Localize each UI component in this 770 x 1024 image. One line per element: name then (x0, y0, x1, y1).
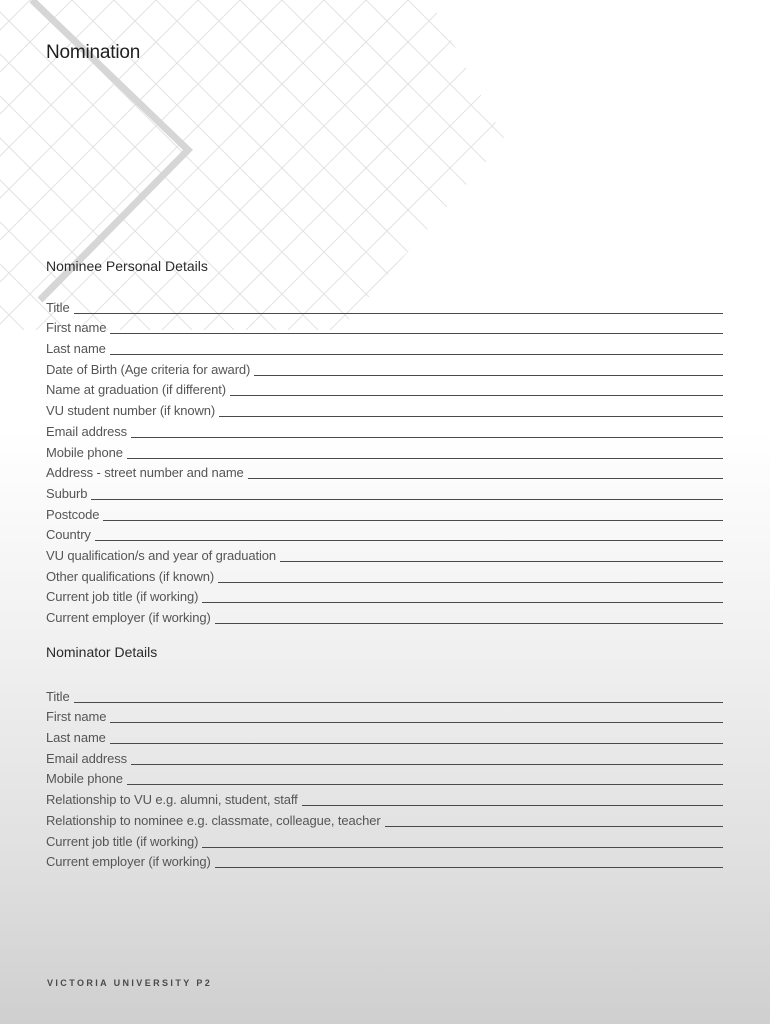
nominator-field-row (46, 786, 723, 807)
nominee-field-row (46, 460, 723, 481)
nominator-field-input-line[interactable] (302, 805, 723, 806)
nominee-field-label: Address - street number and name (46, 465, 244, 481)
nominee-field-label: Title (46, 299, 70, 315)
nominee-section-heading: Nominee Personal Details (46, 258, 208, 274)
nominee-field-row (46, 335, 723, 356)
nominator-field-row (46, 828, 723, 849)
nominator-field-row (46, 766, 723, 787)
nominee-field-label: Country (46, 527, 91, 543)
nominee-field-input-line[interactable] (202, 602, 723, 603)
nominee-field-input-line[interactable] (127, 458, 723, 459)
nominator-field-row (46, 704, 723, 725)
nominee-field-row (46, 397, 723, 418)
nominee-field-label: Date of Birth (Age criteria for award) (46, 361, 251, 377)
nominee-field-label: Other qualifications (if known) (46, 568, 215, 584)
nominee-field-row (46, 294, 723, 315)
nominator-field-label: Relationship to VU e.g. alumni, student, staff (46, 792, 298, 808)
nominee-field-row (46, 604, 723, 625)
nominator-field-list (46, 683, 723, 869)
nominator-field-label: Mobile phone (46, 771, 123, 787)
nominee-field-label: Last name (46, 341, 106, 357)
nominee-field-input-line[interactable] (131, 437, 723, 438)
nominee-field-row (46, 563, 723, 584)
nominee-field-row (46, 377, 723, 398)
nominator-field-row (46, 849, 723, 870)
nominee-field-label: VU qualification/s and year of graduation (46, 547, 277, 563)
nominator-field-label: Title (46, 688, 70, 704)
nominee-field-label: Email address (46, 423, 128, 439)
nominee-field-input-line[interactable] (91, 499, 723, 500)
nominator-field-input-line[interactable] (215, 867, 723, 868)
nominee-field-list (46, 294, 723, 625)
page-footer: VICTORIA UNIVERSITY P2 (47, 978, 213, 988)
nominee-field-label: VU student number (if known) (46, 403, 216, 419)
nominator-field-input-line[interactable] (74, 702, 723, 703)
nominator-field-row (46, 807, 723, 828)
nominee-field-input-line[interactable] (248, 478, 723, 479)
nominee-field-label: Current employer (if working) (46, 610, 211, 625)
nominee-field-input-line[interactable] (110, 354, 723, 355)
nominator-field-row (46, 745, 723, 766)
nominator-section-heading: Nominator Details (46, 644, 158, 660)
nominator-field-input-line[interactable] (385, 826, 723, 827)
nominator-field-label: Last name (46, 730, 106, 746)
nominee-field-label: First name (46, 320, 107, 336)
nominee-field-row (46, 480, 723, 501)
nominee-field-input-line[interactable] (74, 313, 723, 314)
nominee-field-input-line[interactable] (110, 333, 723, 334)
nominee-field-label: Suburb (46, 485, 88, 501)
nominee-field-row (46, 542, 723, 563)
nominator-field-label: Current employer (if working) (46, 854, 211, 870)
nominator-field-row (46, 724, 723, 745)
nominee-field-row (46, 501, 723, 522)
nominator-field-label: Email address (46, 750, 128, 766)
page-title: Nomination (46, 42, 141, 63)
nominator-field-row (46, 683, 723, 704)
nominator-field-input-line[interactable] (127, 784, 723, 785)
nominee-field-label: Mobile phone (46, 444, 123, 460)
nominee-field-label: Name at graduation (if different) (46, 382, 227, 398)
nominee-field-label: Current job title (if working) (46, 589, 199, 605)
nominee-field-input-line[interactable] (215, 623, 723, 624)
nominee-field-row (46, 522, 723, 543)
nominee-field-input-line[interactable] (280, 561, 723, 562)
nominee-field-input-line[interactable] (218, 582, 723, 583)
nominee-field-input-line[interactable] (230, 395, 723, 396)
nominee-field-row (46, 584, 723, 605)
nominator-field-input-line[interactable] (131, 764, 723, 765)
nominee-field-input-line[interactable] (95, 540, 723, 541)
nominee-field-label: Postcode (46, 506, 100, 522)
nominator-field-label: Relationship to nominee e.g. classmate, colleague, teacher (46, 812, 381, 828)
nominator-field-label: First name (46, 709, 107, 725)
nominee-field-row (46, 315, 723, 336)
nominee-field-row (46, 439, 723, 460)
nominee-field-row (46, 356, 723, 377)
nominator-field-input-line[interactable] (110, 743, 723, 744)
nominee-field-row (46, 418, 723, 439)
nominator-field-label: Current job title (if working) (46, 833, 199, 849)
nominee-field-input-line[interactable] (103, 520, 723, 521)
nominator-field-input-line[interactable] (110, 722, 723, 723)
nominee-field-input-line[interactable] (219, 416, 723, 417)
nominator-field-input-line[interactable] (202, 847, 723, 848)
nominee-field-input-line[interactable] (254, 375, 723, 376)
